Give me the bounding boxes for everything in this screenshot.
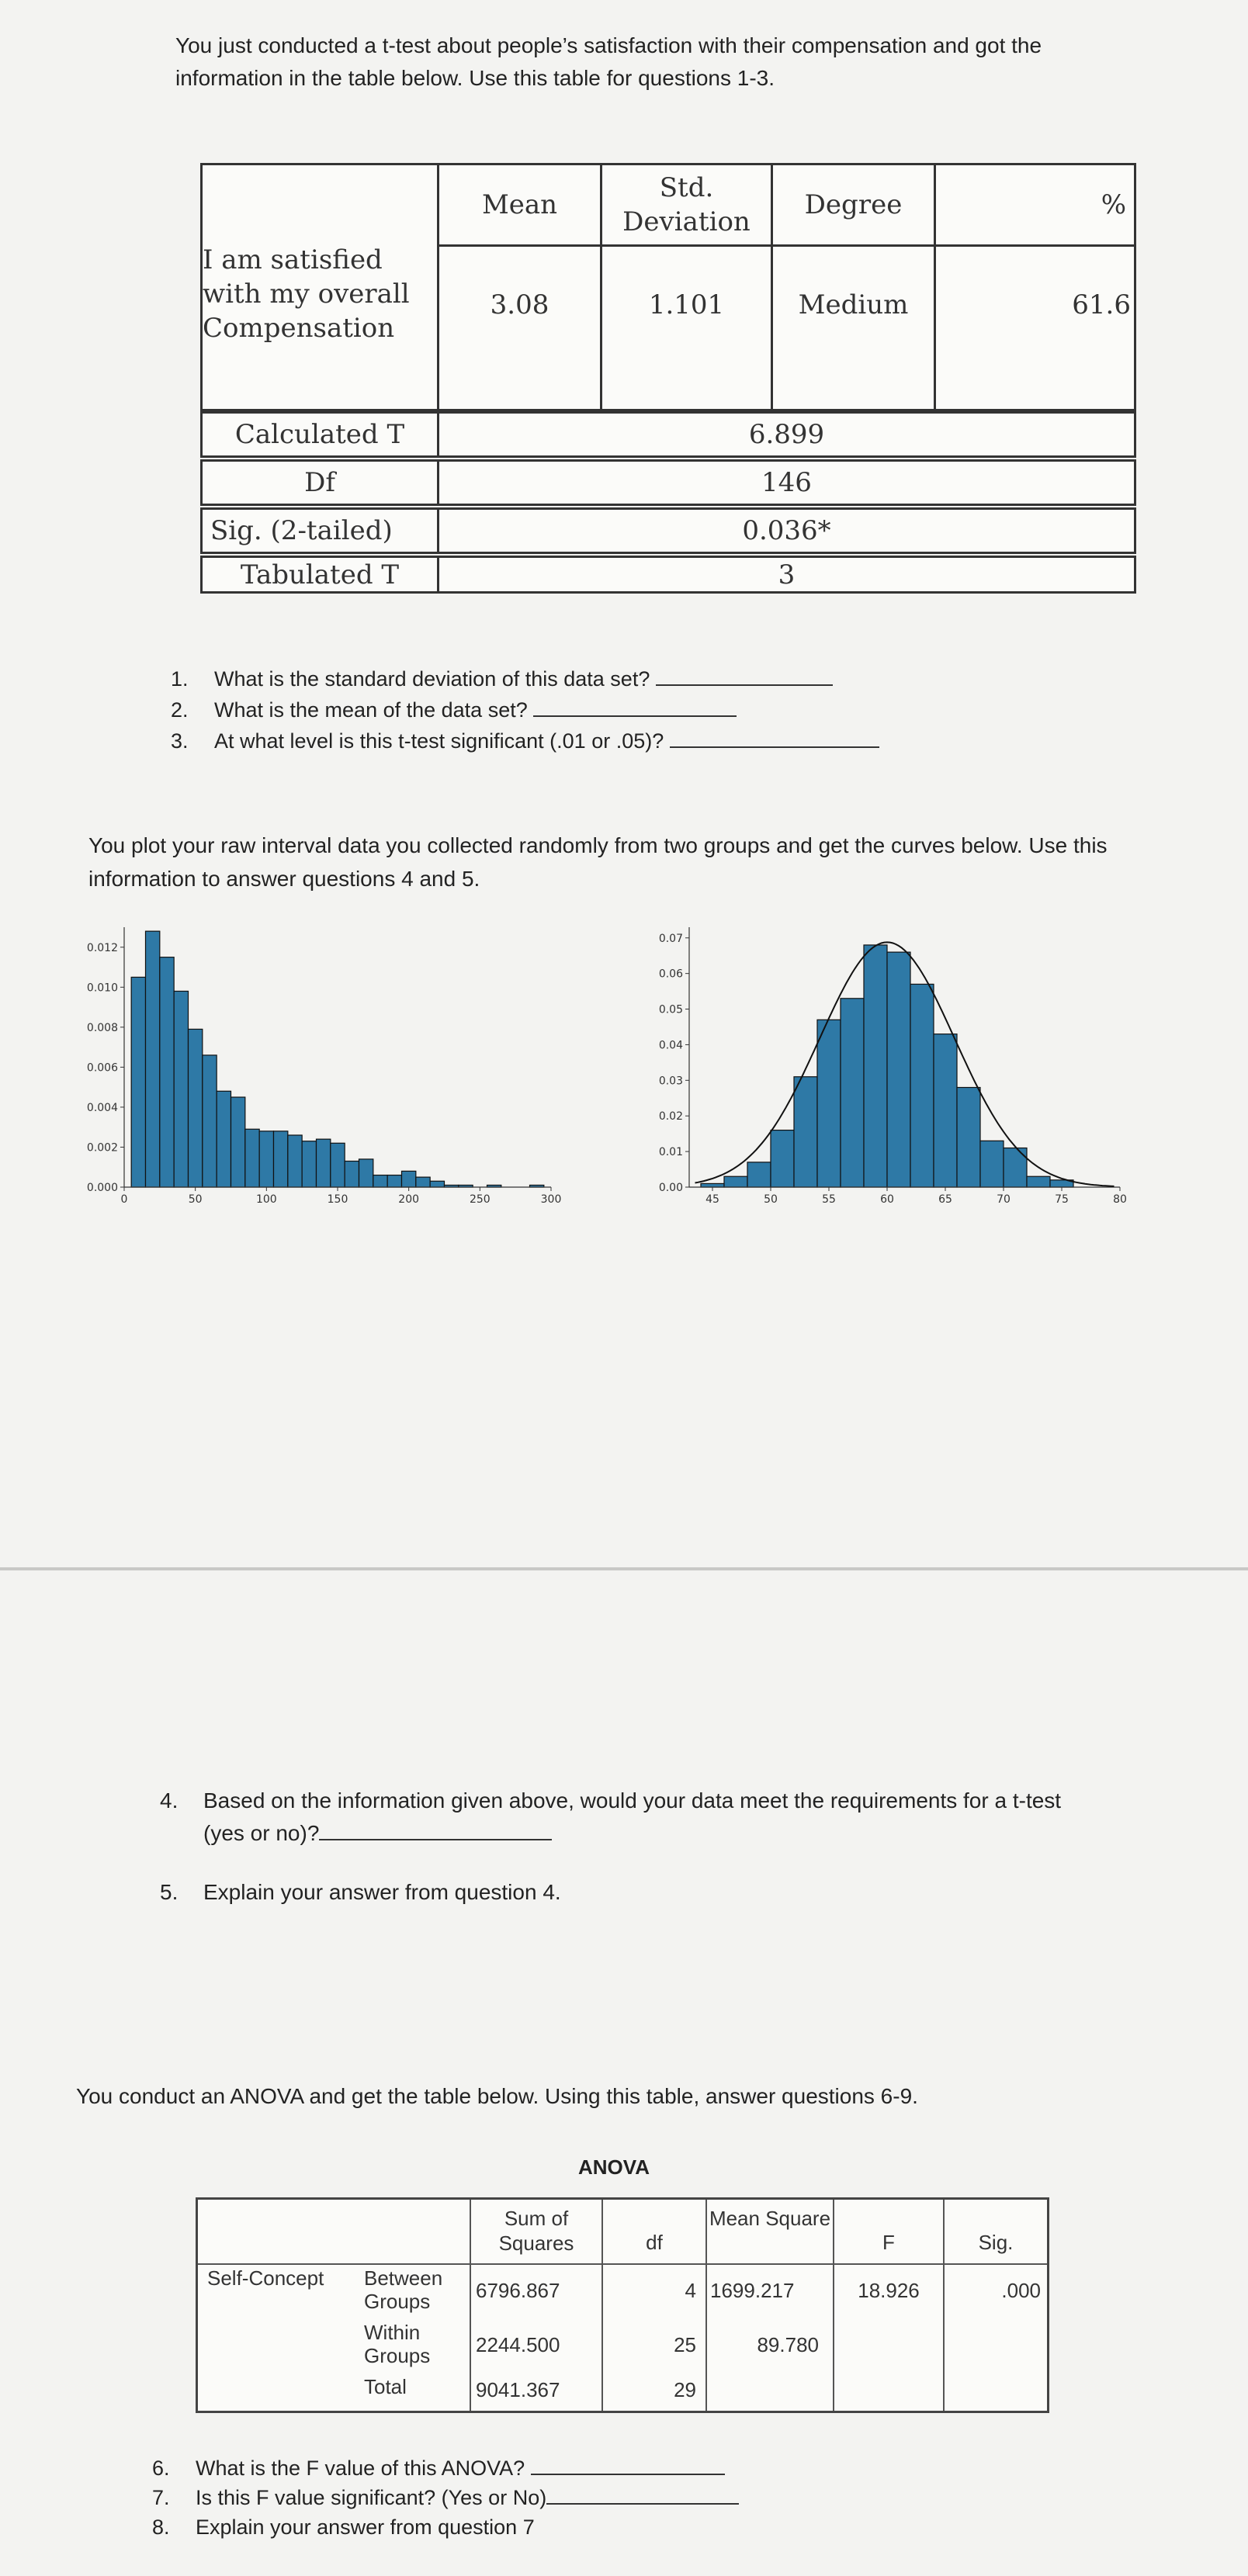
anova-grid-line — [198, 2263, 1047, 2265]
x-tick-label: 45 — [705, 1193, 719, 1206]
anova-header-ss: Sum of Squares — [498, 2207, 574, 2255]
x-tick-label: 55 — [822, 1193, 836, 1206]
question-2: 2. What is the mean of the data set? — [171, 694, 879, 725]
histogram-bar — [359, 1159, 373, 1187]
histogram-bar — [189, 1029, 203, 1187]
question-1: 1. What is the standard deviation of this data set? — [171, 663, 879, 694]
answer-blank-6[interactable] — [531, 2453, 725, 2475]
stat-value-tabulated-t: 3 — [437, 556, 1136, 594]
histogram-figure — [0, 916, 1248, 1319]
x-tick-label: 0 — [120, 1193, 128, 1206]
histogram-bar — [416, 1177, 430, 1187]
histogram-bar — [231, 1097, 245, 1187]
histogram-bar — [724, 1176, 747, 1187]
intro-paragraph: You just conducted a t-test about people’s satisfaction with their compensation and got the information in the table below. Use this table for questions 1-3. — [175, 33, 1042, 90]
histogram-bar — [887, 952, 910, 1187]
y-tick-label: 0.002 — [86, 1141, 118, 1155]
x-tick-label: 250 — [469, 1193, 491, 1206]
y-tick-label: 0.02 — [658, 1110, 683, 1124]
stat-value-df: 146 — [437, 459, 1136, 506]
anova-df-between: 4 — [685, 2279, 696, 2302]
y-tick-label: 0.006 — [86, 1061, 118, 1075]
histogram-bar — [747, 1162, 771, 1187]
histogram-bar — [288, 1135, 302, 1187]
x-tick-label: 100 — [255, 1193, 277, 1206]
header-std-deviation: Std. Deviation — [600, 163, 773, 247]
questions-4-5 — [160, 1785, 1169, 1909]
anova-intro-paragraph: You conduct an ANOVA and get the table below. Using this table, answer questions 6-9. — [76, 2084, 918, 2108]
anova-title: ANOVA — [578, 2155, 650, 2179]
question-3: 3. At what level is this t-test significant (.01 or .05)? — [171, 725, 879, 757]
answer-blank-4[interactable] — [319, 1819, 552, 1840]
question-6: 6. What is the F value of this ANOVA? — [152, 2453, 739, 2483]
histogram-bar — [864, 945, 887, 1187]
stat-label-calculated-t: Calculated T — [200, 411, 439, 458]
anova-ss-total: 9041.367 — [476, 2378, 560, 2401]
y-tick-label: 0.03 — [658, 1075, 683, 1088]
histogram-bar — [203, 1055, 217, 1187]
y-tick-label: 0.000 — [86, 1182, 118, 1194]
anova-row-label-within: Within Groups — [364, 2321, 431, 2367]
anova-header-df: df — [646, 2231, 663, 2254]
header-degree: Degree — [771, 163, 936, 247]
y-tick-label: 0.00 — [658, 1182, 683, 1194]
y-tick-label: 0.07 — [658, 932, 683, 945]
histogram-bar — [160, 957, 174, 1187]
histogram-bar — [259, 1131, 273, 1187]
anova-ss-within: 2244.500 — [476, 2333, 560, 2356]
stat-label-df: Df — [200, 459, 439, 506]
anova-f-between: 18.926 — [858, 2279, 920, 2302]
question-8: 8. Explain your answer from question 7 — [152, 2515, 535, 2539]
histogram-bar — [331, 1143, 345, 1187]
plot-intro-paragraph: You plot your raw interval data you collected randomly from two groups and get the curves below. Use this information to answer questions 4 and 5. — [88, 833, 1108, 891]
histogram-bar — [701, 1183, 724, 1187]
anova-row-label-total: Total — [364, 2375, 407, 2398]
y-tick-label: 0.004 — [86, 1101, 118, 1114]
histogram-bar — [302, 1141, 316, 1187]
x-tick-label: 80 — [1113, 1193, 1127, 1206]
anova-df-total: 29 — [674, 2378, 696, 2401]
value-percent: 61.6 — [934, 244, 1136, 411]
x-tick-label: 200 — [398, 1193, 420, 1206]
histogram-bar — [1027, 1176, 1050, 1187]
histogram-bar — [771, 1130, 794, 1187]
anova-ms-within: 89.780 — [757, 2333, 819, 2356]
histogram-bar — [317, 1139, 331, 1187]
questions-1-3 — [171, 663, 879, 757]
y-tick-label: 0.05 — [658, 1003, 683, 1016]
answer-blank-1[interactable] — [656, 664, 833, 686]
anova-dependent-variable: Self-Concept — [207, 2266, 324, 2290]
histogram-bar — [274, 1131, 288, 1187]
value-std-deviation: 1.101 — [600, 244, 773, 411]
histogram-bar — [910, 984, 934, 1187]
header-percent: % — [934, 163, 1136, 247]
histogram-normal — [659, 927, 1127, 1206]
answer-blank-3[interactable] — [670, 726, 879, 748]
x-tick-label: 150 — [327, 1193, 348, 1206]
anova-df-within: 25 — [674, 2333, 696, 2356]
histogram-bar — [131, 977, 145, 1187]
y-tick-label: 0.01 — [658, 1146, 683, 1159]
stat-label-sig: Sig. (2-tailed) — [200, 507, 439, 554]
y-tick-label: 0.012 — [86, 941, 118, 954]
answer-blank-7[interactable] — [546, 2483, 739, 2505]
value-mean: 3.08 — [437, 244, 602, 411]
question-4-continuation: (yes or no)? — [160, 1817, 1169, 1850]
histogram-bar — [980, 1141, 1004, 1187]
x-tick-label: 70 — [997, 1193, 1011, 1206]
histogram-skewed — [87, 927, 561, 1206]
y-tick-label: 0.010 — [86, 982, 118, 995]
histogram-bar — [245, 1129, 259, 1187]
anova-header-ms: Mean Square — [709, 2207, 831, 2230]
y-tick-label: 0.008 — [86, 1021, 118, 1034]
question-5: 5. Explain your answer from question 4. — [160, 1880, 561, 1904]
histogram-bar — [174, 991, 188, 1187]
question-7: 7. Is this F value significant? (Yes or No) — [152, 2483, 739, 2512]
histogram-bar — [217, 1091, 231, 1187]
histogram-bar — [373, 1175, 387, 1187]
page-divider — [0, 1567, 1248, 1570]
histogram-bar — [146, 931, 160, 1187]
histogram-bar — [794, 1077, 817, 1187]
histogram-bar — [957, 1088, 980, 1187]
anova-ss-between: 6796.867 — [476, 2279, 560, 2302]
questions-6-8 — [152, 2453, 739, 2542]
ttest-table — [200, 163, 1136, 594]
anova-grid-line — [705, 2200, 707, 2411]
anova-header-f: F — [882, 2231, 895, 2254]
stat-value-sig: 0.036* — [437, 507, 1136, 554]
question-4: 4. Based on the information given above, would your data meet the requirements for a t-test — [160, 1788, 1062, 1813]
histogram-bar — [934, 1034, 957, 1187]
x-tick-label: 50 — [764, 1193, 778, 1206]
histogram-bar — [841, 999, 864, 1187]
ttest-row-label: I am satisfied with my overall Compensation — [203, 244, 410, 344]
anova-ms-between: 1699.217 — [710, 2279, 795, 2302]
y-tick-label: 0.04 — [658, 1039, 683, 1052]
stat-label-tabulated-t: Tabulated T — [200, 556, 439, 594]
x-tick-label: 50 — [188, 1193, 203, 1206]
x-tick-label: 65 — [938, 1193, 952, 1206]
value-degree: Medium — [771, 244, 936, 411]
histogram-bar — [817, 1020, 841, 1187]
histogram-bar — [430, 1181, 444, 1187]
histogram-bar — [402, 1171, 416, 1187]
anova-table — [196, 2197, 1049, 2413]
histogram-bar — [345, 1162, 359, 1188]
anova-header-sig: Sig. — [978, 2231, 1014, 2254]
ttest-row-label-cell — [200, 163, 439, 411]
y-tick-label: 0.06 — [658, 968, 683, 981]
header-mean: Mean — [437, 163, 602, 247]
anova-row-label-between: Between Groups — [364, 2266, 443, 2313]
answer-blank-2[interactable] — [533, 695, 737, 717]
histogram-bar — [387, 1175, 401, 1187]
histogram-bar — [1004, 1148, 1027, 1187]
anova-sig-between: .000 — [1001, 2279, 1041, 2302]
x-tick-label: 300 — [540, 1193, 562, 1206]
x-tick-label: 75 — [1055, 1193, 1069, 1206]
stat-value-calculated-t: 6.899 — [437, 411, 1136, 458]
x-tick-label: 60 — [880, 1193, 894, 1206]
